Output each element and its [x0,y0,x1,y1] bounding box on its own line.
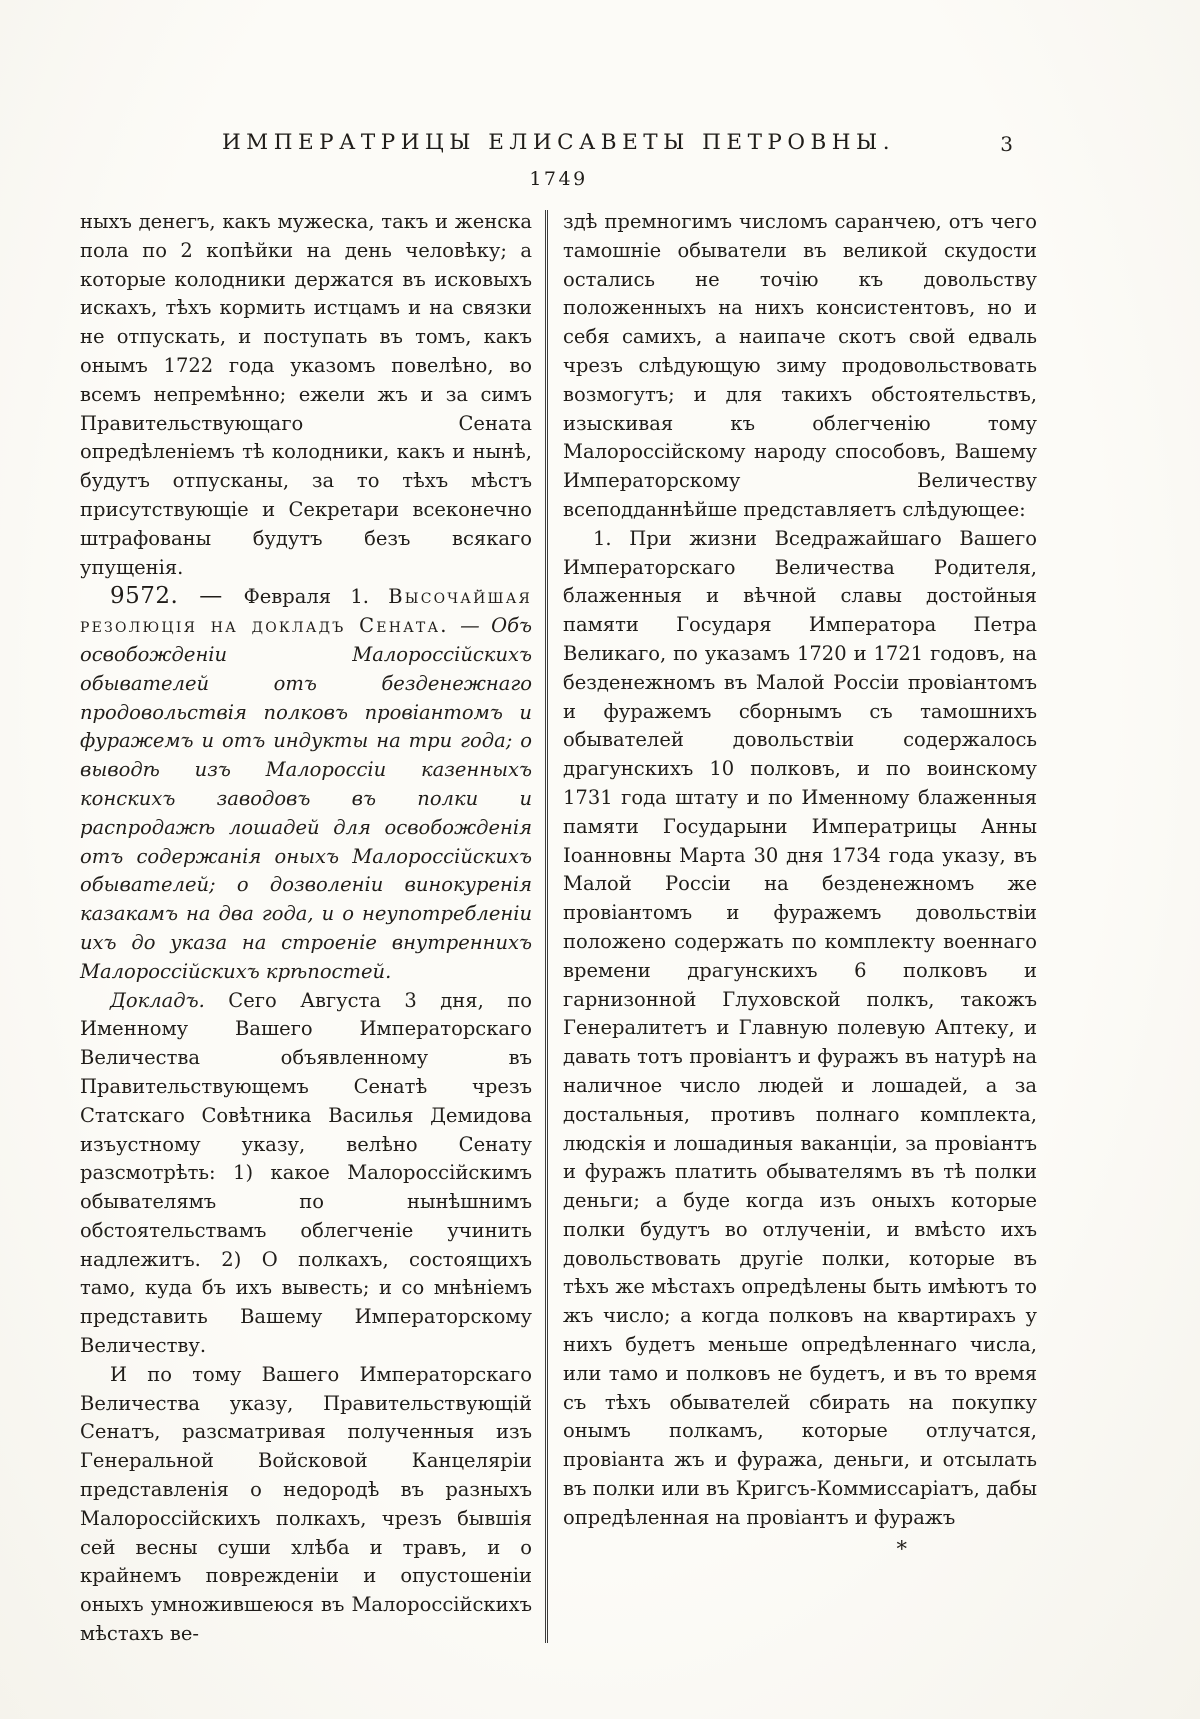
paragraph-continuation-right: здѣ премногимъ числомъ саранчею, отъ чего тамошніе обыватели въ великой скудости остались не точію къ довольству положенныхъ на нихъ консистентовъ, но и себя самихъ, а наипаче скотъ свой едваль чрезъ слѣдующую зиму продовольствовать возмогутъ; и для такихъ обстоятельствъ, изыскивая къ облегченію тому Малороссійскому народу способовъ, Вашему Императорскому Величеству всеподданнѣйше представляетъ слѣдующее: [563,210,1037,521]
text-columns [80,208,1037,1649]
signature-asterisk: * [896,1536,907,1561]
year-heading: 1749 [529,168,588,190]
decree-abstract: — Объ освобожденіи Малороссійскихъ обывателей отъ безденежнаго продовольствія полковъ провіантомъ и фуражемъ и отъ индукты на три года; о выводѣ изъ Малороссіи казенныхъ конскихъ заводовъ въ полки и распродажѣ лошадей для освобожденія отъ содержанія оныхъ Малороссійскихъ обывателей; о дозволеніи винокуренія казакамъ на два года, и о неупотребленіи ихъ до указа на строеніе внутреннихъ Малороссійскихъ крѣпостей. [80,614,532,983]
running-title: ИМПЕРАТРИЦЫ ЕЛИСАВЕТЫ ПЕТРОВНЫ. [221,130,896,155]
page-header [80,130,1037,160]
paragraph-continuation-left: ныхъ денегъ, какъ мужеска, такъ и женска пола по 2 копѣйки на день человѣку; а которые колодники держатся въ исковыхъ искахъ, тѣхъ кормить истцамъ и на связки не отпускать, и поступать въ томъ, какъ онымъ 1722 года указомъ повелѣно, во всемъ непремѣнно; ежели жъ и за симъ Правительствующаго Сената опредѣленіемъ тѣ колодники, какъ и нынѣ, будутъ отпусканы, за то тѣхъ мѣстъ присутствующіе и Секретари всеконечно штрафованы будутъ безъ всякаго упущенія. [80,210,532,579]
report-lead-word: Докладъ. [110,988,205,1012]
decree-entry [80,582,532,986]
report-paragraph [80,987,532,1361]
column-divider-rule [545,210,548,1643]
decree-number: 9572. — [110,583,244,610]
decree-date: Февраля 1. [243,585,389,609]
report-text: Сего Августа 3 дня, по Именному Вашего Императорскаго Величества объявленному въ Правительствующемъ Сенатѣ чрезъ Статскаго Совѣтника Василья Демидова изъустному указу, велѣно Сенату разсмотрѣть: 1) какое Малороссійскимъ обывателямъ по нынѣшнимъ обстоятельствамъ облегченіе учинить надлежитъ. 2) О полкахъ, состоящихъ тамо, куда бъ ихъ вывесть; и со мнѣніемъ представить Вашему Императорскому Величеству. [80,988,532,1358]
right-column [563,208,1037,1649]
closing-paragraph: И по тому Вашего Императорскаго Величества указу, Правительствующій Сенатъ, разсматривая полученныя изъ Генеральной Войсковой Канцеляріи представленія о недородѣ въ разныхъ Малороссійскихъ полкахъ, чрезъ бывшія сей весны суши хлѣба и травъ, и о крайнемъ поврежденіи и опустошеніи оныхъ умножившеюся въ Малороссійскихъ мѣстахъ ве- [80,1362,532,1646]
left-column [80,208,532,1649]
decree-type: Высочайшая резолюція на докладъ Сената. [80,585,532,638]
page-number: 3 [1000,132,1013,156]
item-paragraph-1: 1. При жизни Вседражайшаго Вашего Императорскаго Величества Родителя, блаженныя и вѣчной славы достойныя памяти Государя Императора Петра Великаго, по указамъ 1720 и 1721 годовъ, на безденежномъ въ Малой Россіи провіантомъ и фуражемъ сборнымъ съ тамошнихъ обывателей довольствіи содержалось драгунскихъ 10 полковъ, и по воинскому 1731 года штату и по Именному блаженныя памяти Государыни Императрицы Анны Іоанновны Марта 30 дня 1734 года указу, въ Малой Россіи на безденежномъ же провіантомъ и фуражемъ довольствіи положено содержать по комплекту военнаго времени драгунскихъ 6 полковъ и гарнизонной Глуховской полкъ, такожъ Генералитетъ и Главную полевую Аптеку, и давать тотъ провіантъ и фуражъ въ натурѣ на наличное число людей и лошадей, а за достальныя, противъ полнаго комплекта, людскія и лошадиныя ваканціи, за провіантъ и фуражъ платить обывателямъ въ тѣ полки деньги; а буде когда изъ оныхъ которые полки будутъ во отлученіи, и вмѣсто ихъ довольствовать другіе полки, которые въ тѣхъ же мѣстахъ опредѣлены быть имѣютъ то жъ число; а когда полковъ на квартирахъ у нихъ будетъ меньше опредѣленнаго числа, или тамо и полковъ не будетъ, и въ то время съ тѣхъ обывателей сбирать на покупку онымъ полкамъ, которые отлучатся, провіанта жъ и фуража, деньги, и отсылать въ полки или въ Кригсъ-Коммиссаріатъ, дабы опредѣленная на провіантъ и фуражъ [563,526,1037,1529]
